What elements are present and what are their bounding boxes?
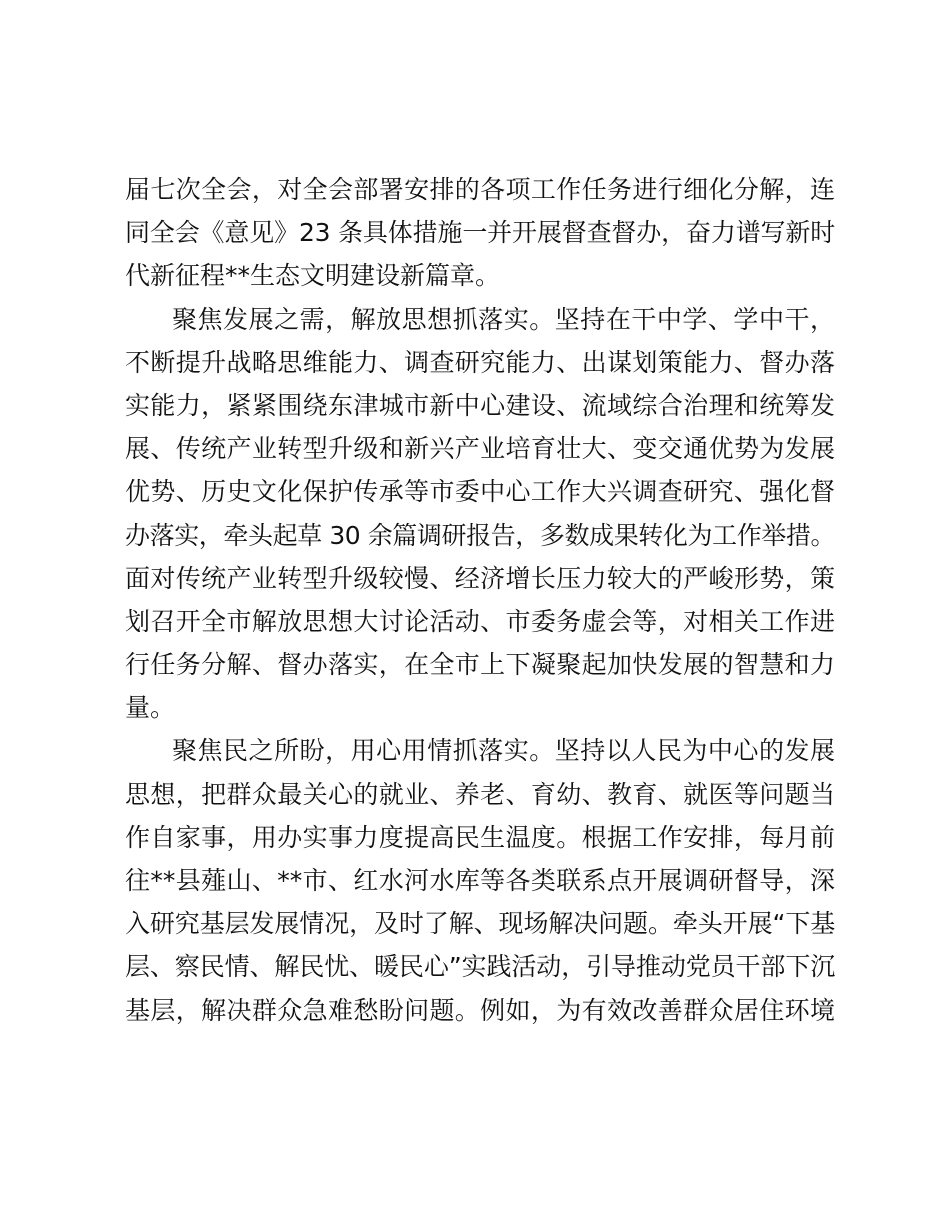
paragraph-start-line: 聚焦民之所盼，用心用情抓落实。坚持以人民为中心的发展 xyxy=(172,736,835,766)
text-line: 划召开全市解放思想大讨论活动、市委务虚会等，对相关工作进 xyxy=(125,606,835,636)
text-line: 展、传统产业转型升级和新兴产业培育壮大、变交通优势为发展 xyxy=(125,434,835,464)
text-line: 面对传统产业转型升级较慢、经济增长压力较大的严峻形势，策 xyxy=(125,563,835,593)
paragraph-start-line: 聚焦发展之需，解放思想抓落实。坚持在干中学、学中干， xyxy=(172,304,835,334)
text-line: 作自家事，用办实事力度提高民生温度。根据工作安排，每月前 xyxy=(125,822,835,852)
text-line: 量。 xyxy=(125,693,176,723)
text-line: 入研究基层发展情况，及时了解、现场解决问题。牵头开展“下基 xyxy=(125,909,835,939)
body-text xyxy=(125,168,835,1032)
text-line: 同全会《意见》23 条具体措施一并开展督查督办，奋力谱写新时 xyxy=(125,218,835,248)
text-line: 代新征程**生态文明建设新篇章。 xyxy=(125,261,501,291)
text-line: 思想，把群众最关心的就业、养老、育幼、教育、就医等问题当 xyxy=(125,779,835,809)
text-line: 不断提升战略思维能力、调查研究能力、出谋划策能力、督办落 xyxy=(125,347,835,377)
text-line: 实能力，紧紧围绕东津城市新中心建设、流域综合治理和统筹发 xyxy=(125,390,835,420)
text-line: 行任务分解、督办落实，在全市上下凝聚起加快发展的智慧和力 xyxy=(125,650,835,680)
text-line: 优势、历史文化保护传承等市委中心工作大兴调查研究、强化督 xyxy=(125,477,835,507)
text-line: 办落实，牵头起草 30 余篇调研报告，多数成果转化为工作举措。 xyxy=(125,520,835,550)
text-line: 届七次全会，对全会部署安排的各项工作任务进行细化分解，连 xyxy=(125,175,835,204)
text-line: 往**县薤山、**市、红水河水库等各类联系点开展调研督导，深 xyxy=(125,866,835,895)
text-line: 基层，解决群众急难愁盼问题。例如，为有效改善群众居住环境 xyxy=(125,995,835,1025)
text-line: 层、察民情、解民忧、暖民心”实践活动，引导推动党员干部下沉 xyxy=(125,952,835,982)
